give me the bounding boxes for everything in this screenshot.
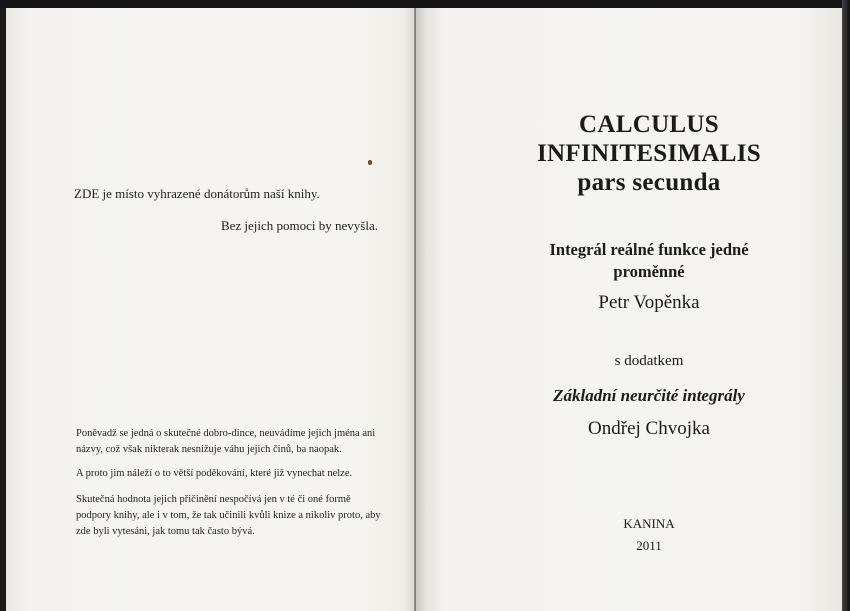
book-title-line: INFINITESIMALIS <box>536 140 761 167</box>
right-page <box>416 8 842 611</box>
book-subtitle <box>476 239 822 283</box>
book-title <box>476 110 822 197</box>
donor-note: ZDE je místo vyhrazené donátorům naší knihy. <box>74 186 320 201</box>
dedication-paragraph: A proto jim náleží o to větší poděkování, které již vynechat nelze. <box>76 468 353 479</box>
publication-year: 2011 <box>636 538 662 553</box>
book-author: Petr Vopěnka <box>598 292 700 313</box>
book-subtitle-line: proměnné <box>613 262 685 281</box>
book-subtitle-line: Integrál reálné funkce jedné <box>549 240 749 259</box>
appendix-title: Základní neurčité integrály <box>553 386 745 405</box>
appendix-author: Ondřej Chvojka <box>588 418 710 439</box>
dedication-paragraph: Poněvadž se jedná o skutečné dobro-dince, neuvádíme jejich jména ani názvy, což však nikterak nesnižuje váhu jejich činů, ba naopak. <box>76 428 376 455</box>
appendix-label: s dodatkem <box>614 353 684 369</box>
book-title-line: CALCULUS <box>579 111 719 138</box>
ink-speck <box>368 160 372 165</box>
scan-right-edge <box>842 0 850 611</box>
scan-top-edge <box>0 0 850 8</box>
dedication-paragraph: Skutečná hodnota jejich přičinění nespočívá jen v té či oné formě podpory knihy, ale i v tom, že tak učinili kvůli knize a nikoliv proto, aby zde byli vytesáni, jak tomu tak často bývá. <box>76 494 381 537</box>
book-title-line: pars secunda <box>577 169 721 196</box>
left-page <box>6 8 415 611</box>
donor-note-2: Bez jejich pomoci by nevyšla. <box>220 218 378 233</box>
publisher-name: KANINA <box>623 516 675 531</box>
